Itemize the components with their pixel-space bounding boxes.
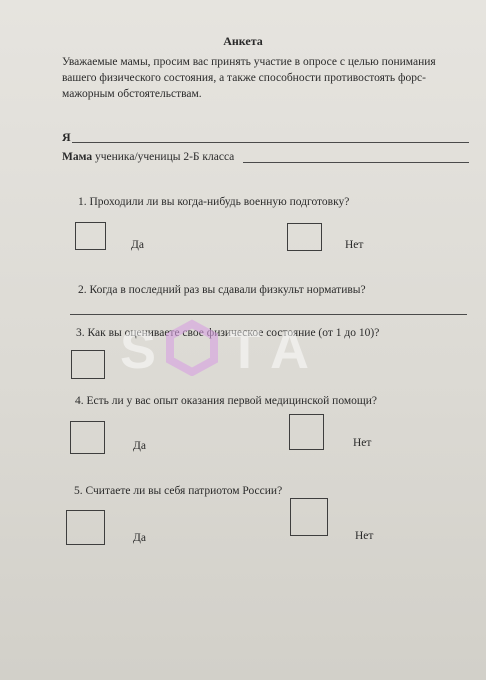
question-4: 4. Есть ли у вас опыт оказания первой медицинской помощи? bbox=[75, 395, 377, 407]
q1-yes-label: Да bbox=[131, 239, 144, 251]
q5-yes-checkbox[interactable] bbox=[66, 510, 105, 545]
q1-no-label: Нет bbox=[345, 239, 364, 251]
q4-no-label: Нет bbox=[353, 437, 372, 449]
q1-yes-checkbox[interactable] bbox=[75, 222, 106, 250]
mother-label-bold: Мама bbox=[62, 151, 93, 163]
q1-no-checkbox[interactable] bbox=[287, 223, 322, 251]
q4-yes-checkbox[interactable] bbox=[70, 421, 105, 454]
intro-text: Уважаемые мамы, просим вас принять участие в опросе с целью понимания вашего физического состояния, а также способности противостоять форс-мажорным обстоятельствам. bbox=[62, 56, 436, 100]
svg-text:T: T bbox=[228, 320, 269, 376]
name-label: Я bbox=[62, 130, 71, 144]
name-line[interactable] bbox=[72, 142, 469, 143]
q5-no-checkbox[interactable] bbox=[290, 498, 328, 536]
q5-no-label: Нет bbox=[355, 530, 374, 542]
question-3: 3. Как вы оцениваете свое физическое состояние (от 1 до 10)? bbox=[76, 327, 380, 339]
question-5: 5. Считаете ли вы себя патриотом России? bbox=[74, 485, 283, 497]
sota-watermark-logo bbox=[120, 316, 370, 376]
sota-logo bbox=[120, 316, 370, 376]
q4-no-checkbox[interactable] bbox=[289, 414, 324, 450]
question-2: 2. Когда в последний раз вы сдавали физкульт нормативы? bbox=[78, 284, 366, 296]
form-title: Анкета bbox=[223, 34, 263, 48]
question-1: 1. Проходили ли вы когда-нибудь военную подготовку? bbox=[78, 196, 350, 208]
mother-label bbox=[62, 151, 234, 163]
mother-line[interactable] bbox=[243, 162, 469, 163]
mother-label-rest: ученика/ученицы 2-Б класса bbox=[94, 151, 235, 163]
q5-yes-label: Да bbox=[133, 532, 146, 544]
q2-answer-line[interactable] bbox=[70, 314, 467, 315]
svg-text:S: S bbox=[120, 320, 165, 376]
svg-text:A: A bbox=[270, 320, 317, 376]
q3-score-box[interactable] bbox=[71, 350, 105, 379]
q4-yes-label: Да bbox=[133, 440, 146, 452]
